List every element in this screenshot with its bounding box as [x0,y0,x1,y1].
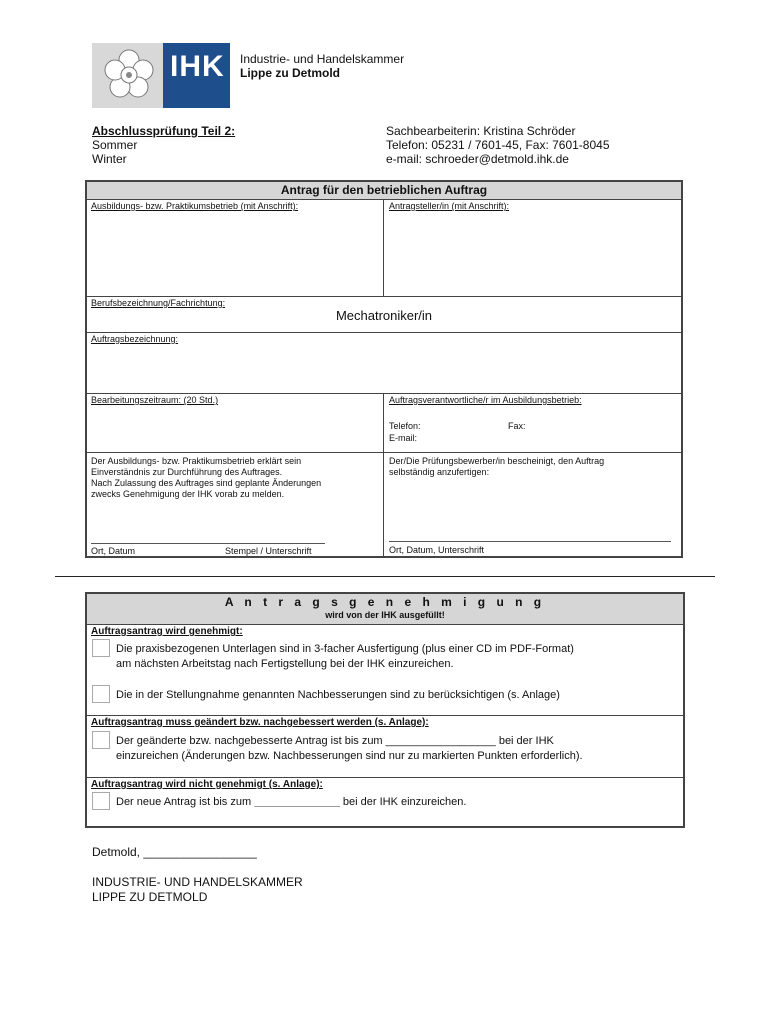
period-label: Bearbeitungszeitraum: (20 Std.) [91,395,219,405]
divider [87,777,683,778]
divider [87,452,681,453]
approval-subtitle: wird von der IHK ausgefüllt! [325,610,445,620]
rejected-text-pre: Der neue Antrag ist bis zum [116,796,252,808]
revision-text [116,734,583,764]
email-label: E-mail: [389,433,418,443]
term-winter: Winter [92,152,127,166]
place-date-line: Detmold, _________________ [92,845,257,859]
approved-docs-checkbox[interactable] [92,639,110,657]
declaration-line: Einverständnis zur Durchführung des Auftrages. [91,467,283,477]
company-label: Ausbildungs- bzw. Praktikumsbetrieb (mit Anschrift): [91,201,299,211]
sig-applicant-label: Ort, Datum, Unterschrift [389,545,485,555]
org-line2: LIPPE ZU DETMOLD [92,890,208,904]
declaration-line: selbständig anzufertigen: [389,467,490,477]
declaration-line: zwecks Genehmigung der IHK vorab zu melden. [91,489,285,499]
logo-line1: Industrie- und Handelskammer [240,52,405,66]
signature-line-applicant[interactable] [389,541,671,542]
declaration-line: Der Ausbildungs- bzw. Praktikumsbetrieb erklärt sein [91,456,302,466]
divider [383,200,384,296]
exam-title: Abschlussprüfung Teil 2: [92,124,236,138]
approved-corrections-checkbox[interactable] [92,685,110,703]
revision-heading: Auftragsantrag muss geändert bzw. nachgebessert werden (s. Anlage): [91,717,429,728]
fax-label: Fax: [508,421,526,431]
org-signature [92,875,303,905]
logo-line2: Lippe zu Detmold [240,66,340,80]
exam-info [92,124,235,166]
text-line: einzureichen (Änderungen bzw. Nachbesserungen sind nur zu markierten Punkten erforderlich). [116,750,583,762]
company-declaration [91,456,321,500]
declaration-line: Nach Zulassung des Auftrages sind geplante Änderungen [91,478,322,488]
approval-title: A n t r a g s g e n e h m i g u n g [224,595,546,609]
contact-email: e-mail: schroeder@detmold.ihk.de [386,152,569,166]
rose-emblem-icon [100,46,158,104]
divider [87,332,681,333]
phone-label: Telefon: [389,421,421,431]
rejected-date-blank[interactable]: ______________ [254,796,340,808]
sig-stamp-label: Stempel / Unterschrift [225,546,312,556]
rejected-text [116,795,466,810]
divider [87,715,683,716]
rejected-text-post: bei der IHK einzureichen. [342,796,467,808]
contact-info [386,124,610,166]
declaration-line: Der/Die Prüfungsbewerber/in bescheinigt, den Auftrag [389,456,605,466]
divider [87,393,681,394]
approved-docs-text [116,642,574,672]
order-title-field[interactable] [88,346,678,390]
signature-line-company[interactable] [91,543,325,544]
contact-name: Sachbearbeiterin: Kristina Schröder [386,124,576,138]
divider [383,393,384,556]
approval-header [87,594,683,625]
divider [87,296,681,297]
rejected-heading: Auftragsantrag wird nicht genehmigt (s. Anlage): [91,779,323,790]
approved-corrections-text: Die in der Stellungnahme genannten Nachbesserungen sind zu berücksichtigen (s. Anlage) [116,689,560,701]
org-line1: INDUSTRIE- UND HANDELSKAMMER [92,875,303,889]
revision-checkbox[interactable] [92,731,110,749]
section-separator [55,576,715,577]
contact-phone: Telefon: 05231 / 7601-45, Fax: 7601-8045 [386,138,610,152]
company-address-field[interactable] [88,212,380,292]
text-line: Die praxisbezogenen Unterlagen sind in 3-facher Ausfertigung (plus einer CD im PDF-Format) [116,643,574,655]
logo-org-name [240,52,404,80]
sig-place-label: Ort, Datum [91,546,136,556]
responsible-label: Auftragsverantwortliche/r im Ausbildungsbetrieb: [389,395,582,405]
applicant-address-field[interactable] [387,212,679,292]
text-line: Der geänderte bzw. nachgebesserte Antrag ist bis zum __________________ bei der IHK [116,735,554,747]
profession-value: Mechatroniker/in [335,308,433,323]
form-title: Antrag für den betrieblichen Auftrag [87,182,681,200]
term-summer: Sommer [92,138,138,152]
applicant-declaration [389,456,604,478]
text-line: am nächsten Arbeitstag nach Fertigstellung bei der IHK einzureichen. [116,658,454,670]
applicant-label: Antragsteller/in (mit Anschrift): [389,201,510,211]
profession-label: Berufsbezeichnung/Fachrichtung: [91,298,226,308]
rejected-checkbox[interactable] [92,792,110,810]
order-label: Auftragsbezeichnung: [91,334,179,344]
logo-abbr: IHK [170,50,225,83]
approved-heading: Auftragsantrag wird genehmigt: [91,626,243,637]
